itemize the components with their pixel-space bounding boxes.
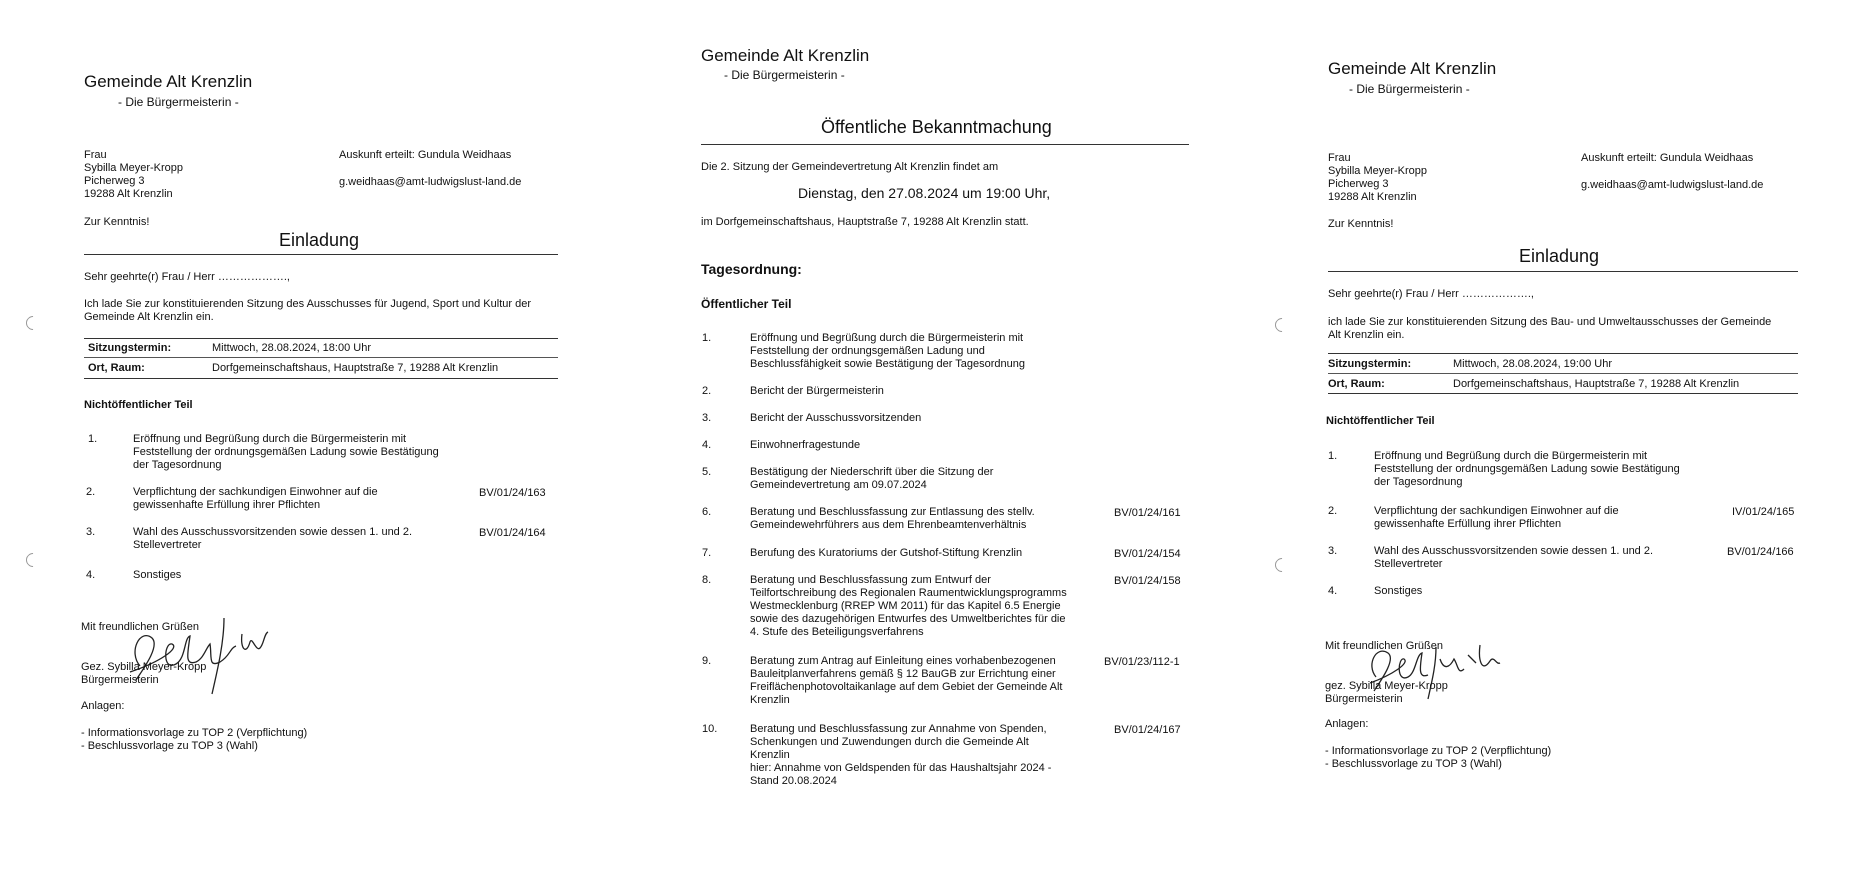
item-text [133, 526, 412, 552]
notice-line: Die 2. Sitzung der Gemeindevertretung Alt Krenzlin findet am [701, 161, 999, 173]
item-reference: BV/01/24/163 [479, 487, 546, 499]
section-title: Nichtöffentlicher Teil [1326, 415, 1435, 427]
place-value: Dorfgemeinschaftshaus, Hauptstraße 7, 19288 Alt Krenzlin [212, 362, 499, 374]
divider [1328, 353, 1798, 354]
item-reference: BV/01/24/167 [1114, 724, 1181, 736]
item-line: Beratung und Beschlussfassung zur Annahme von Spenden, [750, 723, 1047, 735]
item-text [750, 466, 993, 492]
item-line: Verpflichtung der sachkundigen Einwohner auf die [133, 486, 378, 498]
divider [84, 254, 558, 255]
closing-text: Mit freundlichen Grüßen [1325, 640, 1443, 652]
item-line: der Tagesordnung [1374, 476, 1463, 488]
punch-hole-mark [23, 550, 43, 570]
item-number: 6. [702, 506, 712, 518]
intro-line: ich lade Sie zur konstituierenden Sitzung des Bau- und Umweltausschusses der Gemeinde [1328, 316, 1772, 328]
item-text: Bericht der Ausschussvorsitzenden [750, 412, 922, 424]
divider [84, 338, 558, 339]
punch-hole-mark [1272, 555, 1292, 575]
item-line: Bestätigung der Niederschrift über die Sitzung der [750, 466, 994, 478]
note-text: Zur Kenntnis! [84, 216, 150, 228]
item-line: Wahl des Ausschussvorsitzenden sowie dessen 1. und 2. [133, 526, 413, 538]
item-number: 4. [702, 439, 712, 451]
notice-heading: Öffentliche Bekanntmachung [821, 117, 1052, 137]
item-number: 10. [702, 723, 718, 735]
salutation: Sehr geehrte(r) Frau / Herr ………………., [1328, 288, 1534, 300]
item-line: Beratung und Beschlussfassung zum Entwurf der [750, 574, 991, 586]
place-value: Dorfgemeinschaftshaus, Hauptstraße 7, 19288 Alt Krenzlin [1453, 378, 1740, 390]
item-line: Gemeindevertretung am 09.07.2024 [750, 479, 927, 491]
item-text [133, 486, 378, 512]
divider [84, 378, 558, 379]
item-line: Stellevertreter [1374, 558, 1443, 570]
item-line: Beschlussfähigkeit sowie Bestätigung der Tagesordnung [750, 358, 1025, 370]
right-letter [1240, 0, 1860, 877]
place-label: Ort, Raum: [1328, 378, 1385, 390]
meeting-label: Sitzungstermin: [1328, 358, 1412, 370]
item-number: 1. [88, 433, 98, 445]
item-text [750, 723, 1051, 788]
item-reference: BV/01/24/154 [1114, 548, 1181, 560]
signer-name: gez. Sybilla Meyer-Kropp [1325, 680, 1448, 692]
item-line: Schenkungen und Zuwendungen durch die Gemeinde Alt [750, 736, 1029, 748]
item-text: Sonstiges [1374, 585, 1423, 597]
org-name: Gemeinde Alt Krenzlin [1328, 59, 1497, 78]
item-reference: BV/01/24/166 [1727, 546, 1794, 558]
recipient-block [84, 149, 183, 201]
intro-line: Alt Krenzlin ein. [1328, 329, 1405, 341]
info-contact: Auskunft erteilt: Gundula Weidhaas [339, 149, 512, 161]
item-line: Stellevertreter [133, 539, 202, 551]
divider [701, 144, 1189, 145]
item-number: 3. [1328, 545, 1338, 557]
place-label: Ort, Raum: [88, 362, 145, 374]
recipient-line: 19288 Alt Krenzlin [1328, 191, 1417, 203]
intro-text [84, 298, 531, 324]
divider [84, 357, 558, 358]
attachments-list [1325, 745, 1551, 771]
item-text [1374, 505, 1619, 531]
recipient-line: Frau [84, 149, 107, 161]
item-text [133, 433, 439, 472]
org-dept: - Die Bürgermeisterin - [1349, 82, 1470, 96]
item-line: Beratung und Beschlussfassung zur Entlassung des stellv. [750, 506, 1035, 518]
closing-text: Mit freundlichen Grüßen [81, 621, 199, 633]
meeting-label: Sitzungstermin: [88, 342, 172, 354]
item-text: Sonstiges [133, 569, 182, 581]
item-text: Bericht der Bürgermeisterin [750, 385, 884, 397]
item-number: 2. [702, 385, 712, 397]
item-line: sowie des dazugehörigen Entwurfes des Umweltberichtes für die [750, 613, 1066, 625]
org-dept: - Die Bürgermeisterin - [724, 68, 845, 82]
item-line: Beratung zum Antrag auf Einleitung eines vorhabenbezogenen [750, 655, 1056, 667]
notice-line: im Dorfgemeinschaftshaus, Hauptstraße 7, 19288 Alt Krenzlin statt. [701, 216, 1029, 228]
item-line: 4. Stufe des Beteiligungsverfahrens [750, 626, 924, 638]
attachments-label: Anlagen: [81, 700, 125, 712]
left-letter [0, 0, 620, 877]
section-title: Öffentlicher Teil [701, 297, 792, 311]
item-line: Wahl des Ausschussvorsitzenden sowie dessen 1. und 2. [1374, 545, 1654, 557]
info-contact: Auskunft erteilt: Gundula Weidhaas [1581, 152, 1754, 164]
divider [1328, 373, 1798, 374]
item-line: gewissenhafte Erfüllung ihrer Pflichten [133, 499, 321, 511]
org-name: Gemeinde Alt Krenzlin [701, 46, 870, 65]
signer-name: Gez. Sybilla Meyer-Kropp [81, 661, 207, 673]
item-line: Westmecklenburg (RREP WM 2011) für das Kapitel 6.5 Energie [750, 600, 1061, 612]
item-line: der Tagesordnung [133, 459, 222, 471]
item-reference: BV/01/24/161 [1114, 507, 1181, 519]
divider [1328, 393, 1798, 394]
recipient-line: Picherweg 3 [84, 175, 145, 187]
item-number: 4. [1328, 585, 1338, 597]
recipient-line: Frau [1328, 152, 1351, 164]
signer-title: Bürgermeisterin [1325, 693, 1403, 705]
letter-heading: Einladung [1519, 246, 1600, 266]
meeting-date: Dienstag, den 27.08.2024 um 19:00 Uhr, [798, 185, 1051, 201]
item-line: Feststellung der ordnungsgemäßen Ladung und [750, 345, 985, 357]
item-number: 8. [702, 574, 712, 586]
meeting-value: Mittwoch, 28.08.2024, 19:00 Uhr [1453, 358, 1612, 370]
recipient-block [1328, 152, 1427, 204]
attachment-item: - Informationsvorlage zu TOP 2 (Verpflichtung) [81, 727, 308, 739]
item-line: Krenzlin [750, 749, 790, 761]
item-line: Freiflächenphotovoltaikanlage auf dem Gebiet der Gemeinde Alt [750, 681, 1063, 693]
item-text [1374, 545, 1653, 571]
item-line: Teilfortschreibung des Regionalen Raumentwicklungsprogramms [750, 587, 1067, 599]
salutation: Sehr geehrte(r) Frau / Herr ………………., [84, 271, 290, 283]
item-number: 1. [702, 332, 712, 344]
item-number: 5. [702, 466, 712, 478]
attachment-item: - Informationsvorlage zu TOP 2 (Verpflichtung) [1325, 745, 1552, 757]
item-number: 3. [702, 412, 712, 424]
item-text [750, 506, 1035, 532]
punch-hole-mark [23, 313, 43, 333]
org-dept: - Die Bürgermeisterin - [118, 95, 239, 109]
item-number: 4. [86, 569, 96, 581]
item-number: 1. [1328, 450, 1338, 462]
middle-letter [620, 0, 1240, 877]
item-number: 7. [702, 547, 712, 559]
item-reference: BV/01/24/158 [1114, 575, 1181, 587]
item-line: Gemeindewehrführers aus dem Ehrenbeamtenverhältnis [750, 519, 1027, 531]
item-number: 2. [86, 486, 96, 498]
item-line: Eröffnung und Begrüßung durch die Bürgermeisterin mit [750, 332, 1024, 344]
item-line: Verpflichtung der sachkundigen Einwohner auf die [1374, 505, 1619, 517]
item-text [750, 574, 1067, 639]
intro-line: Ich lade Sie zur konstituierenden Sitzung des Ausschusses für Jugend, Sport und Kultur der [84, 298, 531, 310]
item-number: 3. [86, 526, 96, 538]
item-line: Feststellung der ordnungsgemäßen Ladung sowie Bestätigung [1374, 463, 1680, 475]
item-line: Krenzlin [750, 694, 790, 706]
recipient-line: Picherweg 3 [1328, 178, 1389, 190]
item-number: 9. [702, 655, 712, 667]
intro-text [1328, 316, 1771, 342]
recipient-line: Sybilla Meyer-Kropp [1328, 165, 1428, 177]
item-line: hier: Annahme von Geldspenden für das Haushaltsjahr 2024 - [750, 762, 1052, 774]
divider [1328, 271, 1798, 272]
item-text [750, 655, 1062, 707]
item-reference: BV/01/24/164 [479, 527, 546, 539]
item-line: Eröffnung und Begrüßung durch die Bürgermeisterin mit [1374, 450, 1648, 462]
recipient-line: Sybilla Meyer-Kropp [84, 162, 184, 174]
agenda-title: Tagesordnung: [701, 261, 802, 277]
attachments-list [81, 727, 307, 753]
item-text [750, 332, 1025, 371]
email-text: g.weidhaas@amt-ludwigslust-land.de [339, 176, 522, 188]
email-text: g.weidhaas@amt-ludwigslust-land.de [1581, 179, 1764, 191]
meeting-value: Mittwoch, 28.08.2024, 18:00 Uhr [212, 342, 371, 354]
letter-heading: Einladung [279, 230, 360, 250]
punch-hole-mark [1272, 315, 1292, 335]
item-line: Feststellung der ordnungsgemäßen Ladung sowie Bestätigung [133, 446, 439, 458]
section-title: Nichtöffentlicher Teil [84, 399, 193, 411]
item-text [1374, 450, 1680, 489]
intro-line: Gemeinde Alt Krenzlin ein. [84, 311, 214, 323]
signer-title: Bürgermeisterin [81, 674, 159, 686]
recipient-line: 19288 Alt Krenzlin [84, 188, 173, 200]
item-reference: BV/01/23/112-1 [1104, 656, 1180, 668]
attachment-item: - Beschlussvorlage zu TOP 3 (Wahl) [81, 740, 258, 752]
attachment-item: - Beschlussvorlage zu TOP 3 (Wahl) [1325, 758, 1502, 770]
item-text: Berufung des Kuratoriums der Gutshof-Stiftung Krenzlin [750, 547, 1023, 559]
note-text: Zur Kenntnis! [1328, 218, 1394, 230]
item-reference: IV/01/24/165 [1732, 506, 1795, 518]
item-line: Stand 20.08.2024 [750, 775, 837, 787]
item-line: gewissenhafte Erfüllung ihrer Pflichten [1374, 518, 1562, 530]
item-number: 2. [1328, 505, 1338, 517]
item-text: Einwohnerfragestunde [750, 439, 861, 451]
org-name: Gemeinde Alt Krenzlin [84, 72, 253, 91]
attachments-label: Anlagen: [1325, 718, 1369, 730]
item-line: Eröffnung und Begrüßung durch die Bürgermeisterin mit [133, 433, 407, 445]
item-line: Bauleitplanverfahrens gemäß § 12 BauGB zur Errichtung einer [750, 668, 1056, 680]
